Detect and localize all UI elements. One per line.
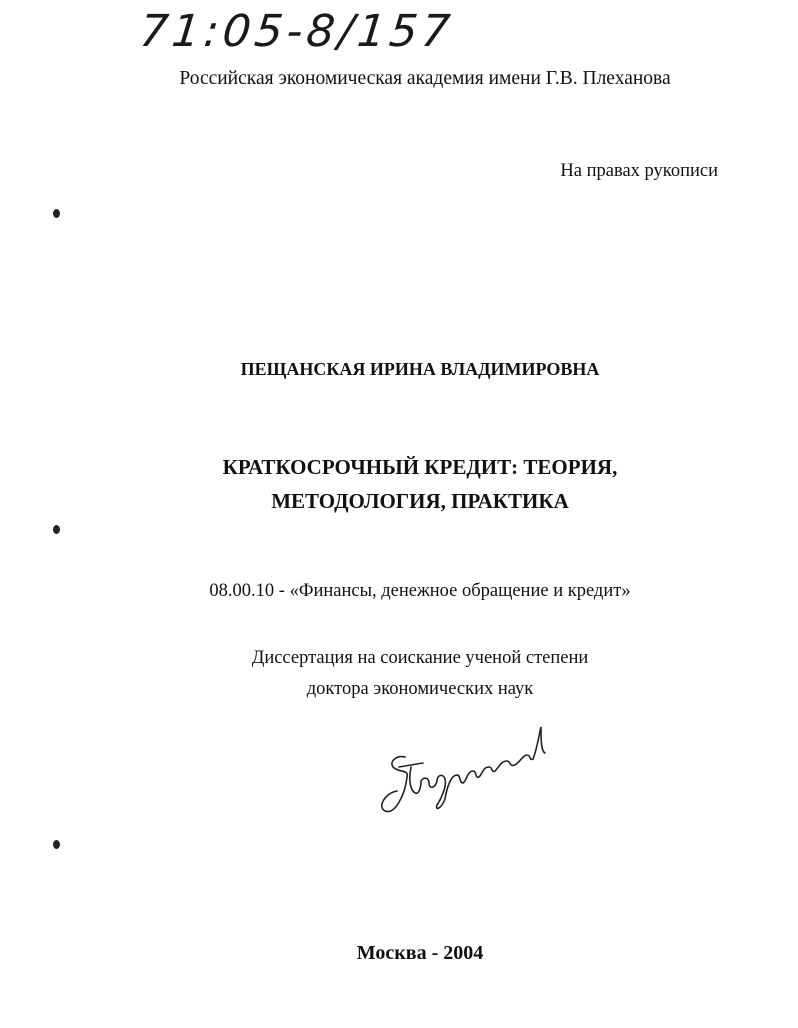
title-line: МЕТОДОЛОГИЯ, ПРАКТИКА bbox=[271, 489, 569, 513]
punch-hole-mark bbox=[53, 840, 60, 849]
city-year: Москва - 2004 bbox=[356, 942, 484, 964]
punch-hole-mark bbox=[53, 209, 60, 218]
dissertation-title bbox=[0, 450, 798, 518]
degree-statement bbox=[0, 643, 798, 705]
handwritten-archive-number: 71:05-8/157 bbox=[137, 6, 457, 57]
author-signature bbox=[375, 715, 555, 825]
specialty-code: 08.00.10 - «Финансы, денежное обращение и кредит» bbox=[209, 581, 631, 601]
punch-hole-mark bbox=[53, 525, 60, 534]
manuscript-rights-note: На правах рукописи bbox=[560, 161, 718, 181]
institution-name: Российская экономическая академия имени Г.В. Плеханова bbox=[179, 68, 671, 89]
degree-line: доктора экономических наук bbox=[306, 679, 534, 699]
author-name: ПЕЩАНСКАЯ ИРИНА ВЛАДИМИРОВНА bbox=[240, 359, 600, 379]
degree-line: Диссертация на соискание ученой степени bbox=[251, 648, 589, 668]
title-line: КРАТКОСРОЧНЫЙ КРЕДИТ: ТЕОРИЯ, bbox=[222, 455, 618, 479]
